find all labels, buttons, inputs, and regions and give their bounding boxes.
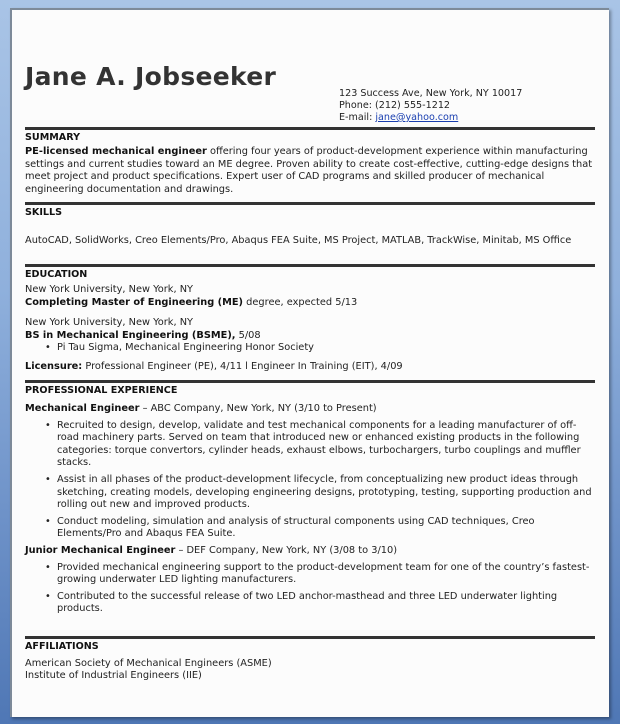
job-bullet: • Conduct modeling, simulation and analysis of structural components using CAD techniques, Creo Elements/Pro and Abaqus FEA Suite.: [57, 516, 597, 541]
divider: [25, 127, 595, 130]
summary-text: [25, 146, 597, 196]
education-entry: [25, 284, 597, 309]
job-bullet: • Provided mechanical engineering support to the product-development team for one of the country’s fastest-growing underwater LED lighting manufacturers.: [57, 562, 597, 587]
job-detail: – ABC Company, New York, NY (3/10 to Present): [139, 403, 377, 414]
divider: [25, 380, 595, 383]
job-bullet: • Assist in all phases of the product-development lifecycle, from conceptualizing new product ideas through sketching, creating models, developing engineering designs, prototyping, testing, supporting production and rolling out new and improved products.: [57, 474, 597, 512]
summary-heading: SUMMARY: [25, 132, 81, 143]
summary-body: offering four years of product-development experience within manufacturing settings and current studies toward an ME degree. Proven ability to create cost-effective, cutting-edge designs that meet project and product specifications. Expert user of CAD programs and skilled producer of mechanical engineering documentation and drawings.: [25, 146, 593, 195]
skills-heading: SKILLS: [25, 207, 63, 218]
affiliations-heading: AFFILIATIONS: [25, 641, 99, 652]
degree-detail: degree, expected 5/13: [243, 296, 358, 308]
education-heading: EDUCATION: [25, 269, 88, 280]
school: New York University, New York, NY: [25, 284, 194, 295]
resume-page: [10, 8, 609, 717]
contact-block: [339, 88, 522, 124]
job-detail: – DEF Company, New York, NY (3/08 to 3/10): [175, 544, 398, 556]
divider: [25, 202, 595, 205]
divider: [25, 264, 595, 267]
divider: [25, 636, 595, 639]
job-bullet: • Contributed to the successful release of two LED anchor-masthead and three LED underwater lighting products.: [57, 591, 597, 616]
phone: Phone: (212) 555-1212: [339, 100, 451, 111]
education-entry: [25, 317, 597, 359]
degree: BS in Mechanical Engineering (BSME),: [25, 329, 236, 341]
job-title: Mechanical Engineer: [25, 403, 140, 414]
experience-heading: PROFESSIONAL EXPERIENCE: [25, 385, 178, 396]
degree-detail: 5/08: [235, 329, 261, 341]
licensure: [25, 361, 597, 374]
school: New York University, New York, NY: [25, 317, 194, 328]
licensure-label: Licensure:: [25, 361, 83, 372]
degree: Completing Master of Engineering (ME): [25, 296, 244, 308]
email-link[interactable]: jane@yahoo.com: [375, 112, 459, 123]
affiliations-list: [25, 658, 597, 682]
summary-bold: PE-licensed mechanical engineer: [25, 146, 207, 157]
licensure-text: Professional Engineer (PE), 4/11 l Engineer In Training (EIT), 4/09: [82, 361, 403, 372]
job-bullet: • Recruited to design, develop, validate and test mechanical components for a leading manufacturer of off-road machinery parts. Served on team that introduced new or enhanced existing products in the following categories: torque convertors, cylinder heads, exhaust elbows, turbochargers, turbo couplings and muffler stacks.: [57, 420, 597, 470]
applicant-name: Jane A. Jobseeker: [25, 62, 277, 91]
job-entry: [25, 403, 597, 620]
honor-bullet: • Pi Tau Sigma, Mechanical Engineering Honor Society: [57, 342, 597, 355]
affiliation: Institute of Industrial Engineers (IIE): [25, 670, 202, 681]
affiliation: American Society of Mechanical Engineers (ASME): [25, 658, 272, 669]
job-title: Junior Mechanical Engineer: [25, 544, 176, 556]
email-label: E-mail:: [339, 112, 376, 123]
skills-text: AutoCAD, SolidWorks, Creo Elements/Pro, Abaqus FEA Suite, MS Project, MATLAB, TrackWise, Minitab, MS Office: [25, 235, 572, 246]
address: 123 Success Ave, New York, NY 10017: [339, 88, 523, 99]
